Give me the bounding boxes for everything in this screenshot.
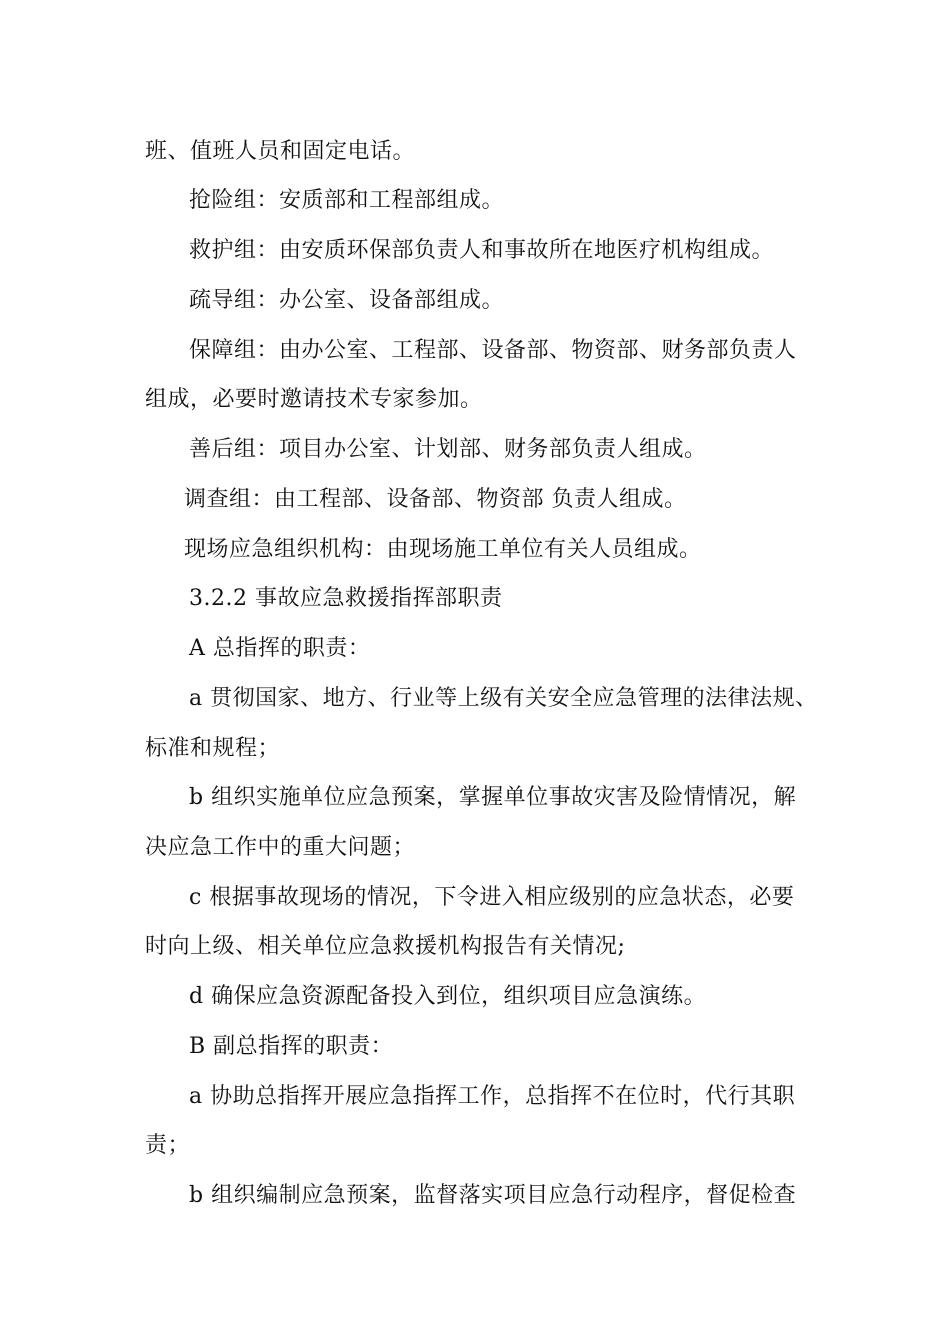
text-line: 调查组：由工程部、设备部、物资部 负责人组成。 bbox=[184, 487, 687, 512]
text-line: c 根据事故现场的情况，下令进入相应级别的应急状态，必要 bbox=[189, 885, 795, 910]
text-line: b 组织编制应急预案，监督落实项目应急行动程序，督促检查 bbox=[189, 1183, 797, 1208]
text-line: b 组织实施单位应急预案，掌握单位事故灾害及险情情况，解 bbox=[189, 785, 797, 810]
text-line: 组成，必要时邀请技术专家参加。 bbox=[145, 387, 483, 412]
text-line: a 贯彻国家、地方、行业等上级有关安全应急管理的法律法规、 bbox=[189, 686, 818, 711]
text-line: 救护组：由安质环保部负责人和事故所在地医疗机构组成。 bbox=[189, 238, 775, 263]
text-line: B 副总指挥的职责： bbox=[189, 1034, 394, 1059]
text-line: 时向上级、相关单位应急救援机构报告有关情况; bbox=[145, 934, 626, 959]
text-line: 标准和规程； bbox=[145, 736, 281, 761]
text-line: 3.2.2 事故应急救援指挥部职责 bbox=[189, 586, 503, 611]
text-line: 抢险组：安质部和工程部组成。 bbox=[189, 188, 505, 213]
text-line: 责； bbox=[145, 1133, 191, 1158]
text-line: 疏导组：办公室、设备部组成。 bbox=[189, 288, 505, 313]
text-line: A 总指挥的职责： bbox=[189, 636, 371, 661]
text-line: 班、值班人员和固定电话。 bbox=[145, 139, 416, 164]
text-line: 善后组：项目办公室、计划部、财务部负责人组成。 bbox=[189, 437, 707, 462]
text-line: 现场应急组织机构：由现场施工单位有关人员组成。 bbox=[184, 537, 702, 562]
text-line: d 确保应急资源配备投入到位，组织项目应急演练。 bbox=[189, 984, 707, 1009]
text-line: 保障组：由办公室、工程部、设备部、物资部、财务部负责人 bbox=[189, 338, 797, 363]
text-line: 决应急工作中的重大问题； bbox=[145, 835, 416, 860]
text-line: a 协助总指挥开展应急指挥工作，总指挥不在位时，代行其职 bbox=[189, 1084, 796, 1109]
